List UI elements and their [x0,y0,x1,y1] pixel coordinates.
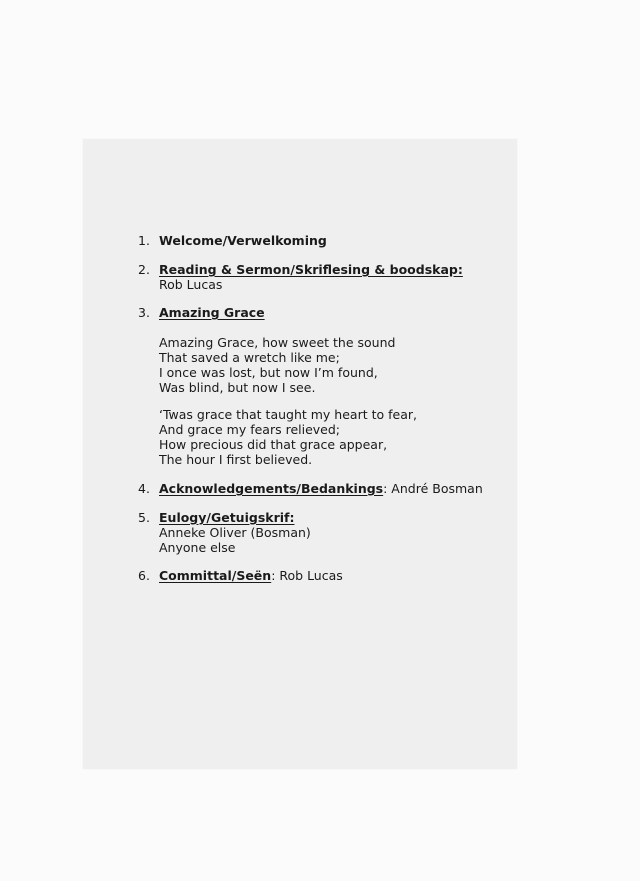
item-number: 3. [138,305,150,320]
item-speaker: : André Bosman [383,481,483,496]
item-title: Committal/Seën [159,568,272,583]
item-title-line [159,481,483,496]
item-title: Eulogy/Getuigskrif: [159,510,295,525]
verse-line: The hour I first believed. [159,452,313,467]
item-speaker: Anneke Oliver (Bosman) [159,525,311,540]
item-number: 1. [138,233,150,248]
verse-line: Amazing Grace, how sweet the sound [159,335,396,350]
item-number: 6. [138,568,150,583]
verse-line: That saved a wretch like me; [159,350,340,365]
verse-line: Was blind, but now I see. [159,380,316,395]
item-number: 2. [138,262,150,277]
verse-line: ‘Twas grace that taught my heart to fear, [159,407,417,422]
item-title: Acknowledgements/Bedankings [159,481,384,496]
item-title-line [159,568,343,583]
item-speaker: : Rob Lucas [271,568,343,583]
item-title: Welcome/Verwelkoming [159,233,327,248]
verse-line: I once was lost, but now I’m found, [159,365,378,380]
verse-line: And grace my fears relieved; [159,422,340,437]
item-title: Amazing Grace [159,305,265,320]
verse-line: How precious did that grace appear, [159,437,388,452]
hymn-verse-1 [159,335,395,395]
item-number: 4. [138,481,150,496]
item-speaker: Anyone else [159,540,236,555]
item-speaker: Rob Lucas [159,277,223,292]
item-number: 5. [138,510,150,525]
item-title: Reading & Sermon/Skriflesing & boodskap: [159,262,463,277]
hymn-verse-2 [159,407,417,467]
